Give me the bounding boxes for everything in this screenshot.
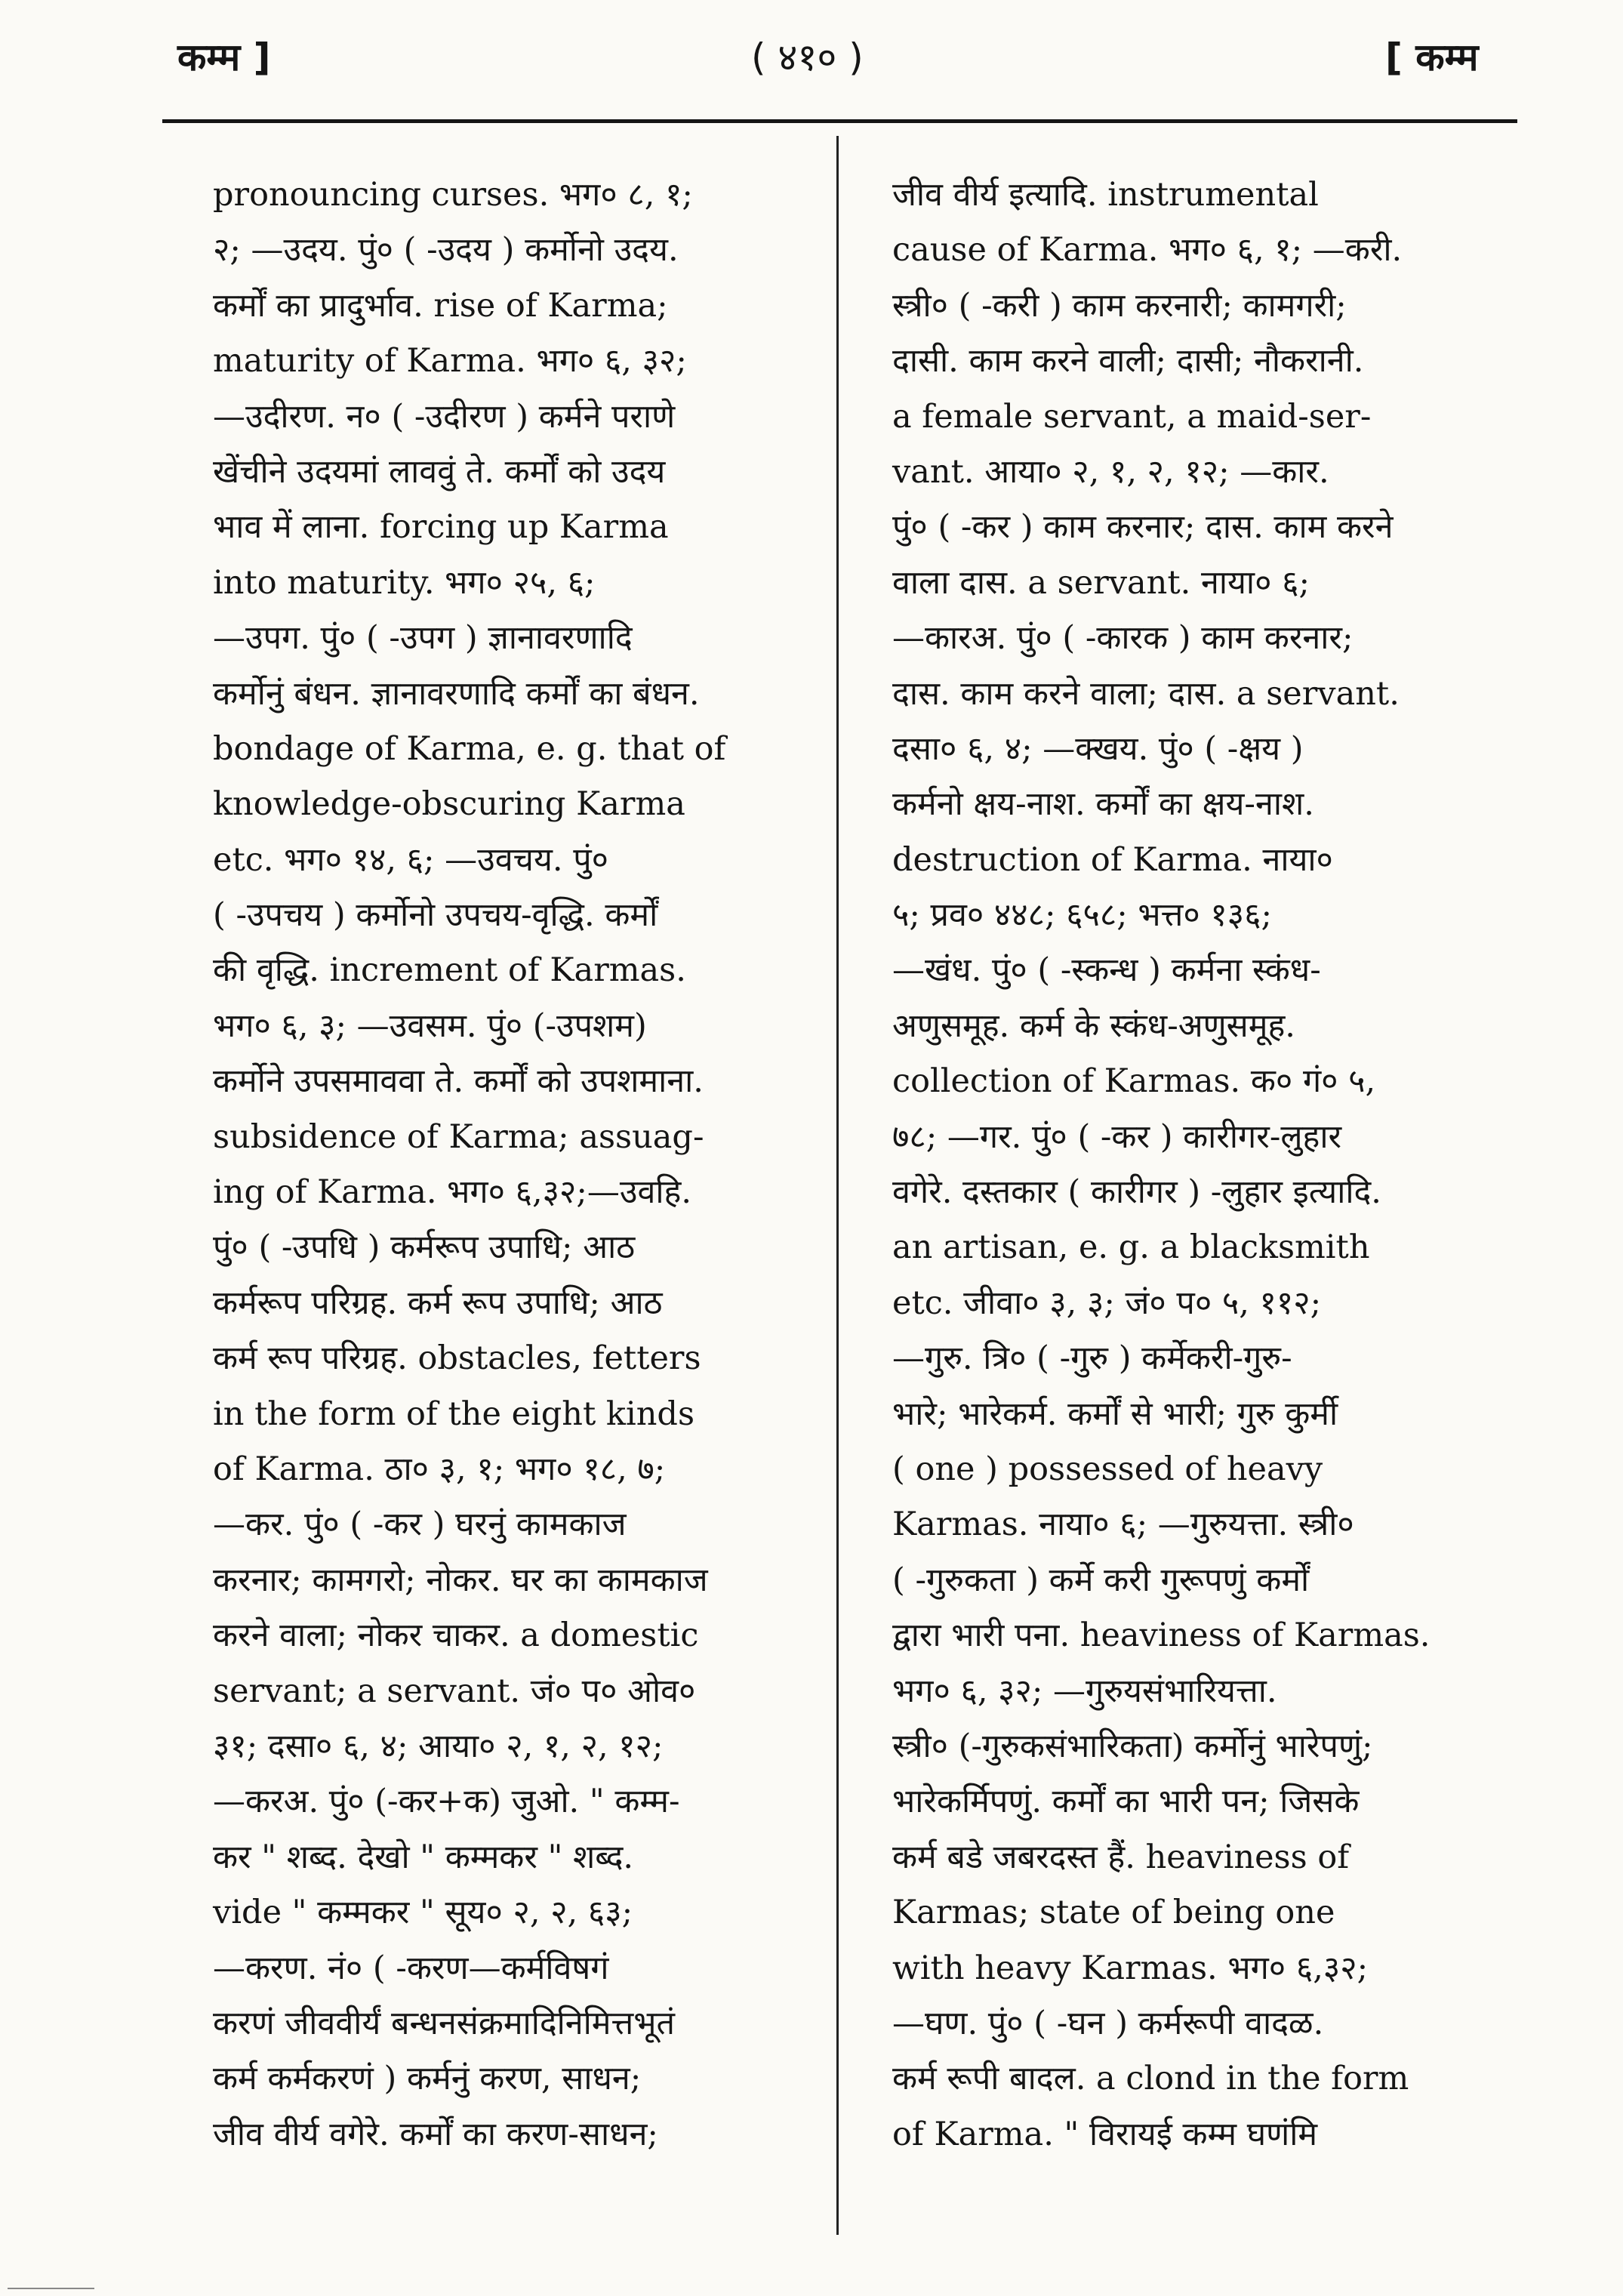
- text-line: कर्म रूप परिग्रह. obstacles, fetters: [213, 1339, 701, 1378]
- text-line: कर्मनो क्षय-नाश. कर्मों का क्षय-नाश.: [892, 785, 1314, 824]
- text-line: २; —उदय. पुं० ( -उदय ) कर्मोनो उदय.: [213, 231, 679, 270]
- text-line: etc. जीवा० ३, ३; जं० प० ५, ११२;: [892, 1284, 1322, 1322]
- text-line: भग० ६, ३२; —गुरुयसंभारियत्ता.: [892, 1672, 1277, 1710]
- text-line: कर्मरूप परिग्रह. कर्म रूप उपाधि; आठ: [213, 1284, 663, 1322]
- text-line: subsidence of Karma; assuag-: [213, 1117, 704, 1156]
- right-column: [892, 168, 1496, 2162]
- column-divider: [836, 136, 839, 2235]
- text-line: दासी. काम करने वाली; दासी; नौकरानी.: [892, 342, 1364, 381]
- footer-rule: [8, 2288, 94, 2289]
- text-line: —उदीरण. न० ( -उदीरण ) कर्मने पराणे: [213, 397, 676, 436]
- text-line: द्वारा भारी पना. heaviness of Karmas.: [892, 1616, 1431, 1655]
- text-line: पुं० ( -उपधि ) कर्मरूप उपाधि; आठ: [213, 1228, 636, 1267]
- text-line: —करअ. पुं० (-कर+क) जुओ. " कम्म-: [213, 1783, 680, 1821]
- text-line: ५; प्रव० ४४८; ६५८; भत्त० १३६;: [892, 896, 1272, 935]
- text-line: —उपग. पुं० ( -उपग ) ज्ञानावरणादि: [213, 619, 633, 658]
- text-line: कर्म कर्मकरणं ) कर्मनुं करण, साधन;: [213, 2060, 642, 2098]
- text-line: into maturity. भग० २५, ६;: [213, 563, 596, 602]
- text-line: की वृद्धि. increment of Karmas.: [213, 951, 686, 990]
- text-line: भाव में लाना. forcing up Karma: [213, 508, 669, 547]
- text-line: in the form of the eight kinds: [213, 1395, 695, 1433]
- text-line: etc. भग० १४, ६; —उवचय. पुं०: [213, 840, 609, 879]
- text-line: —करण. नं० ( -करण—कर्मविषगं: [213, 1949, 609, 1987]
- text-line: करने वाला; नोकर चाकर. a domestic: [213, 1616, 699, 1655]
- text-line: कर्म रूपी बादल. a clond in the form: [892, 2060, 1409, 2098]
- text-line: bondage of Karma, e. g. that of: [213, 729, 726, 768]
- text-line: servant; a servant. जं० प० ओव०: [213, 1672, 696, 1710]
- text-line: कर्मोने उपसमाववा ते. कर्मों को उपशमाना.: [213, 1062, 704, 1101]
- text-line: ( -गुरुकता ) कर्मे करी गुरूपणुं कर्मों: [892, 1561, 1310, 1599]
- text-line: भारेकर्मिपणुं. कर्मों का भारी पन; जिसके: [892, 1783, 1360, 1821]
- text-line: —घण. पुं० ( -घन ) कर्मरूपी वादळ.: [892, 2004, 1324, 2042]
- text-line: स्त्री० ( -करी ) काम करनारी; कामगरी;: [892, 286, 1347, 325]
- text-line: वगेरे. दस्तकार ( कारीगर ) -लुहार इत्यादि.: [892, 1173, 1381, 1212]
- text-line: कर्मोनुं बंधन. ज्ञानावरणादि कर्मों का बंधन.: [213, 674, 700, 713]
- text-line: वाला दास. a servant. नाया० ६;: [892, 563, 1310, 602]
- text-line: of Karma. ठा० ३, १; भग० १८, ७;: [213, 1450, 666, 1488]
- text-line: —खंध. पुं० ( -स्कन्ध ) कर्मना स्कंध-: [892, 951, 1321, 990]
- page-number: ( ४१० ): [751, 35, 864, 79]
- text-line: कर्मों का प्रादुर्भाव. rise of Karma;: [213, 286, 668, 325]
- text-line: a female servant, a maid-ser-: [892, 397, 1372, 436]
- text-line: vant. आया० २, १, २, १२; —कार.: [892, 452, 1329, 491]
- text-line: दास. काम करने वाला; दास. a servant.: [892, 674, 1400, 713]
- text-line: collection of Karmas. क० गं० ५,: [892, 1062, 1376, 1101]
- text-line: करनार; कामगरो; नोकर. घर का कामकाज: [213, 1561, 708, 1599]
- text-line: —कारअ. पुं० ( -कारक ) काम करनार;: [892, 619, 1354, 658]
- text-line: ७८; —गर. पुं० ( -कर ) कारीगर-लुहार: [892, 1117, 1342, 1156]
- text-line: —गुरु. त्रि० ( -गुरु ) कर्मेकरी-गुरु-: [892, 1339, 1292, 1378]
- text-line: destruction of Karma. नाया०: [892, 840, 1333, 879]
- text-line: स्त्री० (-गुरुकसंभारिकता) कर्मोनुं भारेपणुं;: [892, 1727, 1373, 1765]
- text-line: ( -उपचय ) कर्मोनो उपचय-वृद्धि. कर्मों: [213, 896, 658, 935]
- text-line: maturity of Karma. भग० ६, ३२;: [213, 342, 687, 381]
- page-header: [0, 30, 1623, 113]
- text-line: vide " कम्मकर " सूय० २, २, ६३;: [213, 1894, 633, 1932]
- text-line: with heavy Karmas. भग० ६,३२;: [892, 1949, 1369, 1987]
- running-head-left: कम्म ]: [177, 35, 271, 79]
- text-line: of Karma. " विरायई कम्म घणंमि: [892, 2115, 1318, 2153]
- text-line: करणं जीववीर्यं बन्धनसंक्रमादिनिमित्तभूतं: [213, 2004, 675, 2042]
- header-rule: [162, 119, 1517, 123]
- text-line: खेंचीने उदयमां लाववुं ते. कर्मों को उदय: [213, 452, 666, 491]
- text-line: कर्म बडे जबरदस्त हैं. heaviness of: [892, 1838, 1350, 1876]
- text-line: भारे; भारेकर्म. कर्मों से भारी; गुरु कुर्मी: [892, 1395, 1338, 1433]
- text-line: ( one ) possessed of heavy: [892, 1450, 1323, 1488]
- text-line: भग० ६, ३; —उवसम. पुं० (-उपशम): [213, 1006, 647, 1045]
- text-line: जीव वीर्य इत्यादि. instrumental: [892, 176, 1319, 214]
- running-head-right: [ कम्म: [1385, 35, 1479, 79]
- text-line: ३१; दसा० ६, ४; आया० २, १, २, १२;: [213, 1727, 664, 1765]
- text-line: ing of Karma. भग० ६,३२;—उवहि.: [213, 1173, 691, 1212]
- text-line: जीव वीर्य वगेरे. कर्मों का करण-साधन;: [213, 2115, 658, 2153]
- left-column: [213, 168, 802, 2162]
- text-line: knowledge-obscuring Karma: [213, 785, 685, 824]
- text-line: —कर. पुं० ( -कर ) घरनुं कामकाज: [213, 1505, 627, 1544]
- text-line: Karmas; state of being one: [892, 1894, 1335, 1932]
- text-line: पुं० ( -कर ) काम करनार; दास. काम करने: [892, 508, 1394, 547]
- text-line: दसा० ६, ४; —क्खय. पुं० ( -क्षय ): [892, 729, 1304, 768]
- text-line: अणुसमूह. कर्म के स्कंध-अणुसमूह.: [892, 1006, 1295, 1045]
- text-line: Karmas. नाया० ६; —गुरुयत्ता. स्त्री०: [892, 1505, 1354, 1544]
- text-line: pronouncing curses. भग० ८, १;: [213, 176, 693, 214]
- text-line: an artisan, e. g. a blacksmith: [892, 1228, 1370, 1267]
- text-line: cause of Karma. भग० ६, १; —करी.: [892, 231, 1403, 270]
- text-line: कर " शब्द. देखो " कम्मकर " शब्द.: [213, 1838, 634, 1876]
